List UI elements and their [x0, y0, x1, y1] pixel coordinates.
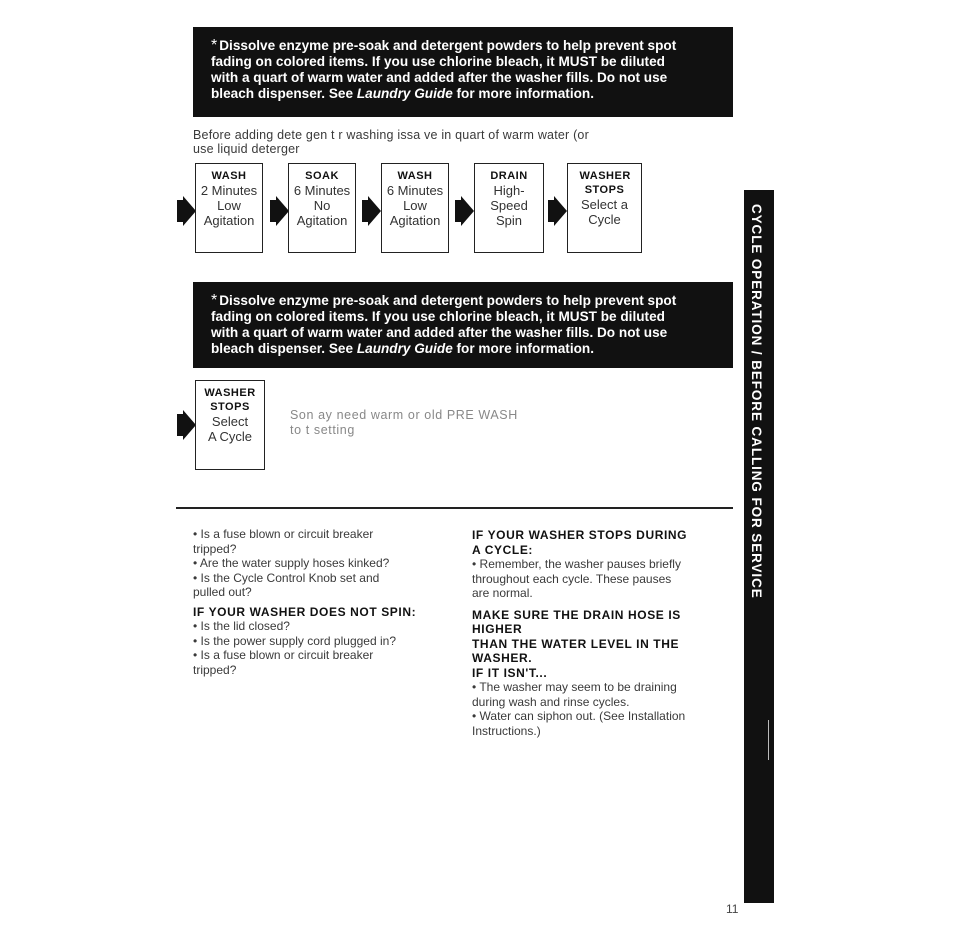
right-column	[472, 528, 734, 738]
section-heading: IF IT ISN'T...	[472, 665, 548, 680]
banner-line: fading on colored items. If you use chlorine bleach, it MUST be diluted	[211, 54, 665, 69]
banner-line: Dissolve enzyme pre-soak and detergent powders to help prevent spot	[219, 293, 677, 308]
note-line: to t setting	[290, 423, 355, 437]
section-tab-label: CYCLE OPERATION / BEFORE CALLING FOR SERVICE	[749, 204, 764, 599]
asterisk-icon: *	[211, 292, 218, 309]
page-number: 11	[726, 902, 739, 916]
note-line: Son ay need warm or old PRE WASH	[290, 408, 518, 422]
box-line: Select	[211, 414, 249, 429]
list-item: • Is the power supply cord plugged in?	[193, 633, 396, 648]
intro-line: use liquid deterger	[193, 142, 300, 156]
banner-line: with a quart of warm water and added after the washer fills. Do not use	[211, 70, 668, 85]
list-item: throughout each cycle. These pauses	[472, 571, 672, 586]
list-item: • Is the lid closed?	[193, 619, 290, 633]
laundry-guide-ref: Laundry Guide	[356, 341, 453, 356]
intro-text	[193, 128, 693, 156]
step-line: No	[313, 198, 331, 213]
banner-line: fading on colored items. If you use chlorine bleach, it MUST be diluted	[211, 309, 665, 324]
cycle-step-soak	[288, 163, 356, 253]
cycle-step-wash-1	[195, 163, 263, 253]
section-heading: A CYCLE:	[472, 542, 534, 557]
washer-stops-box	[195, 380, 265, 470]
banner-line: for more information.	[452, 86, 594, 101]
list-item: Instructions.)	[472, 723, 541, 738]
step-line: Select a	[581, 197, 628, 212]
list-item: during wash and rinse cycles.	[472, 694, 630, 709]
banner-line: Dissolve enzyme pre-soak and detergent powders to help prevent spot	[219, 38, 677, 53]
cycle-step-washer-stops	[567, 163, 642, 253]
list-item: • The washer may seem to be draining	[472, 680, 677, 694]
banner-line: bleach dispenser. See	[211, 86, 357, 101]
step-title: SOAK	[305, 170, 339, 182]
step-line: Spin	[495, 213, 523, 228]
notice-banner-bottom	[193, 282, 733, 368]
step-line: 6 Minutes	[293, 183, 351, 198]
washer-stops-note	[290, 408, 518, 438]
cycle-step-drain	[474, 163, 544, 253]
banner-line: bleach dispenser. See	[211, 341, 357, 356]
section-heading: MAKE SURE THE DRAIN HOSE IS HIGHER	[472, 607, 681, 636]
notice-banner-top	[193, 27, 733, 117]
list-item: tripped?	[193, 662, 237, 677]
step-line: Agitation	[389, 213, 441, 228]
section-divider	[176, 507, 733, 509]
box-title: WASHER	[204, 387, 256, 399]
list-item: • Is a fuse blown or circuit breaker	[193, 527, 374, 541]
list-item: • Remember, the washer pauses briefly	[472, 557, 681, 571]
section-heading: IF YOUR WASHER STOPS DURING	[472, 528, 688, 542]
list-item: • Is a fuse blown or circuit breaker	[193, 648, 374, 662]
step-line: Speed	[490, 198, 528, 213]
list-item: are normal.	[472, 586, 533, 600]
step-line: Cycle	[588, 212, 621, 227]
section-heading: IF YOUR WASHER DOES NOT SPIN:	[193, 604, 417, 619]
box-line: A Cycle	[207, 429, 253, 444]
section-tab	[744, 190, 774, 903]
arrow-right-icon	[554, 196, 567, 226]
left-column	[193, 527, 433, 677]
list-item: • Water can siphon out. (See Installation	[472, 709, 686, 723]
step-line: Low	[217, 198, 241, 213]
banner-line: for more information.	[452, 341, 594, 356]
step-line: High-	[493, 183, 525, 198]
list-item: • Is the Cycle Control Knob set and	[193, 570, 380, 585]
list-item: pulled out?	[193, 585, 252, 599]
list-item: tripped?	[193, 541, 237, 556]
banner-line: with a quart of warm water and added after the washer fills. Do not use	[211, 325, 668, 340]
box-title: STOPS	[210, 401, 250, 413]
step-title: DRAIN	[490, 170, 528, 182]
intro-line: Before adding dete gen t r washing issa ve in quart of warm water (or	[193, 128, 589, 142]
laundry-guide-ref: Laundry Guide	[356, 86, 453, 101]
section-heading: THAN THE WATER LEVEL IN THE WASHER.	[472, 636, 680, 665]
step-title: WASHER STOPS	[579, 170, 631, 196]
arrow-right-icon	[368, 196, 381, 226]
step-title: WASH	[211, 170, 247, 182]
step-title: WASH	[397, 170, 433, 182]
arrow-right-icon	[461, 196, 474, 226]
step-line: 6 Minutes	[386, 183, 444, 198]
step-line: Agitation	[296, 213, 348, 228]
cycle-step-wash-2	[381, 163, 449, 253]
divider	[768, 720, 769, 760]
step-line: 2 Minutes	[200, 183, 258, 198]
asterisk-icon: *	[211, 37, 218, 54]
list-item: • Are the water supply hoses kinked?	[193, 556, 390, 570]
step-line: Low	[403, 198, 427, 213]
step-line: Agitation	[203, 213, 255, 228]
